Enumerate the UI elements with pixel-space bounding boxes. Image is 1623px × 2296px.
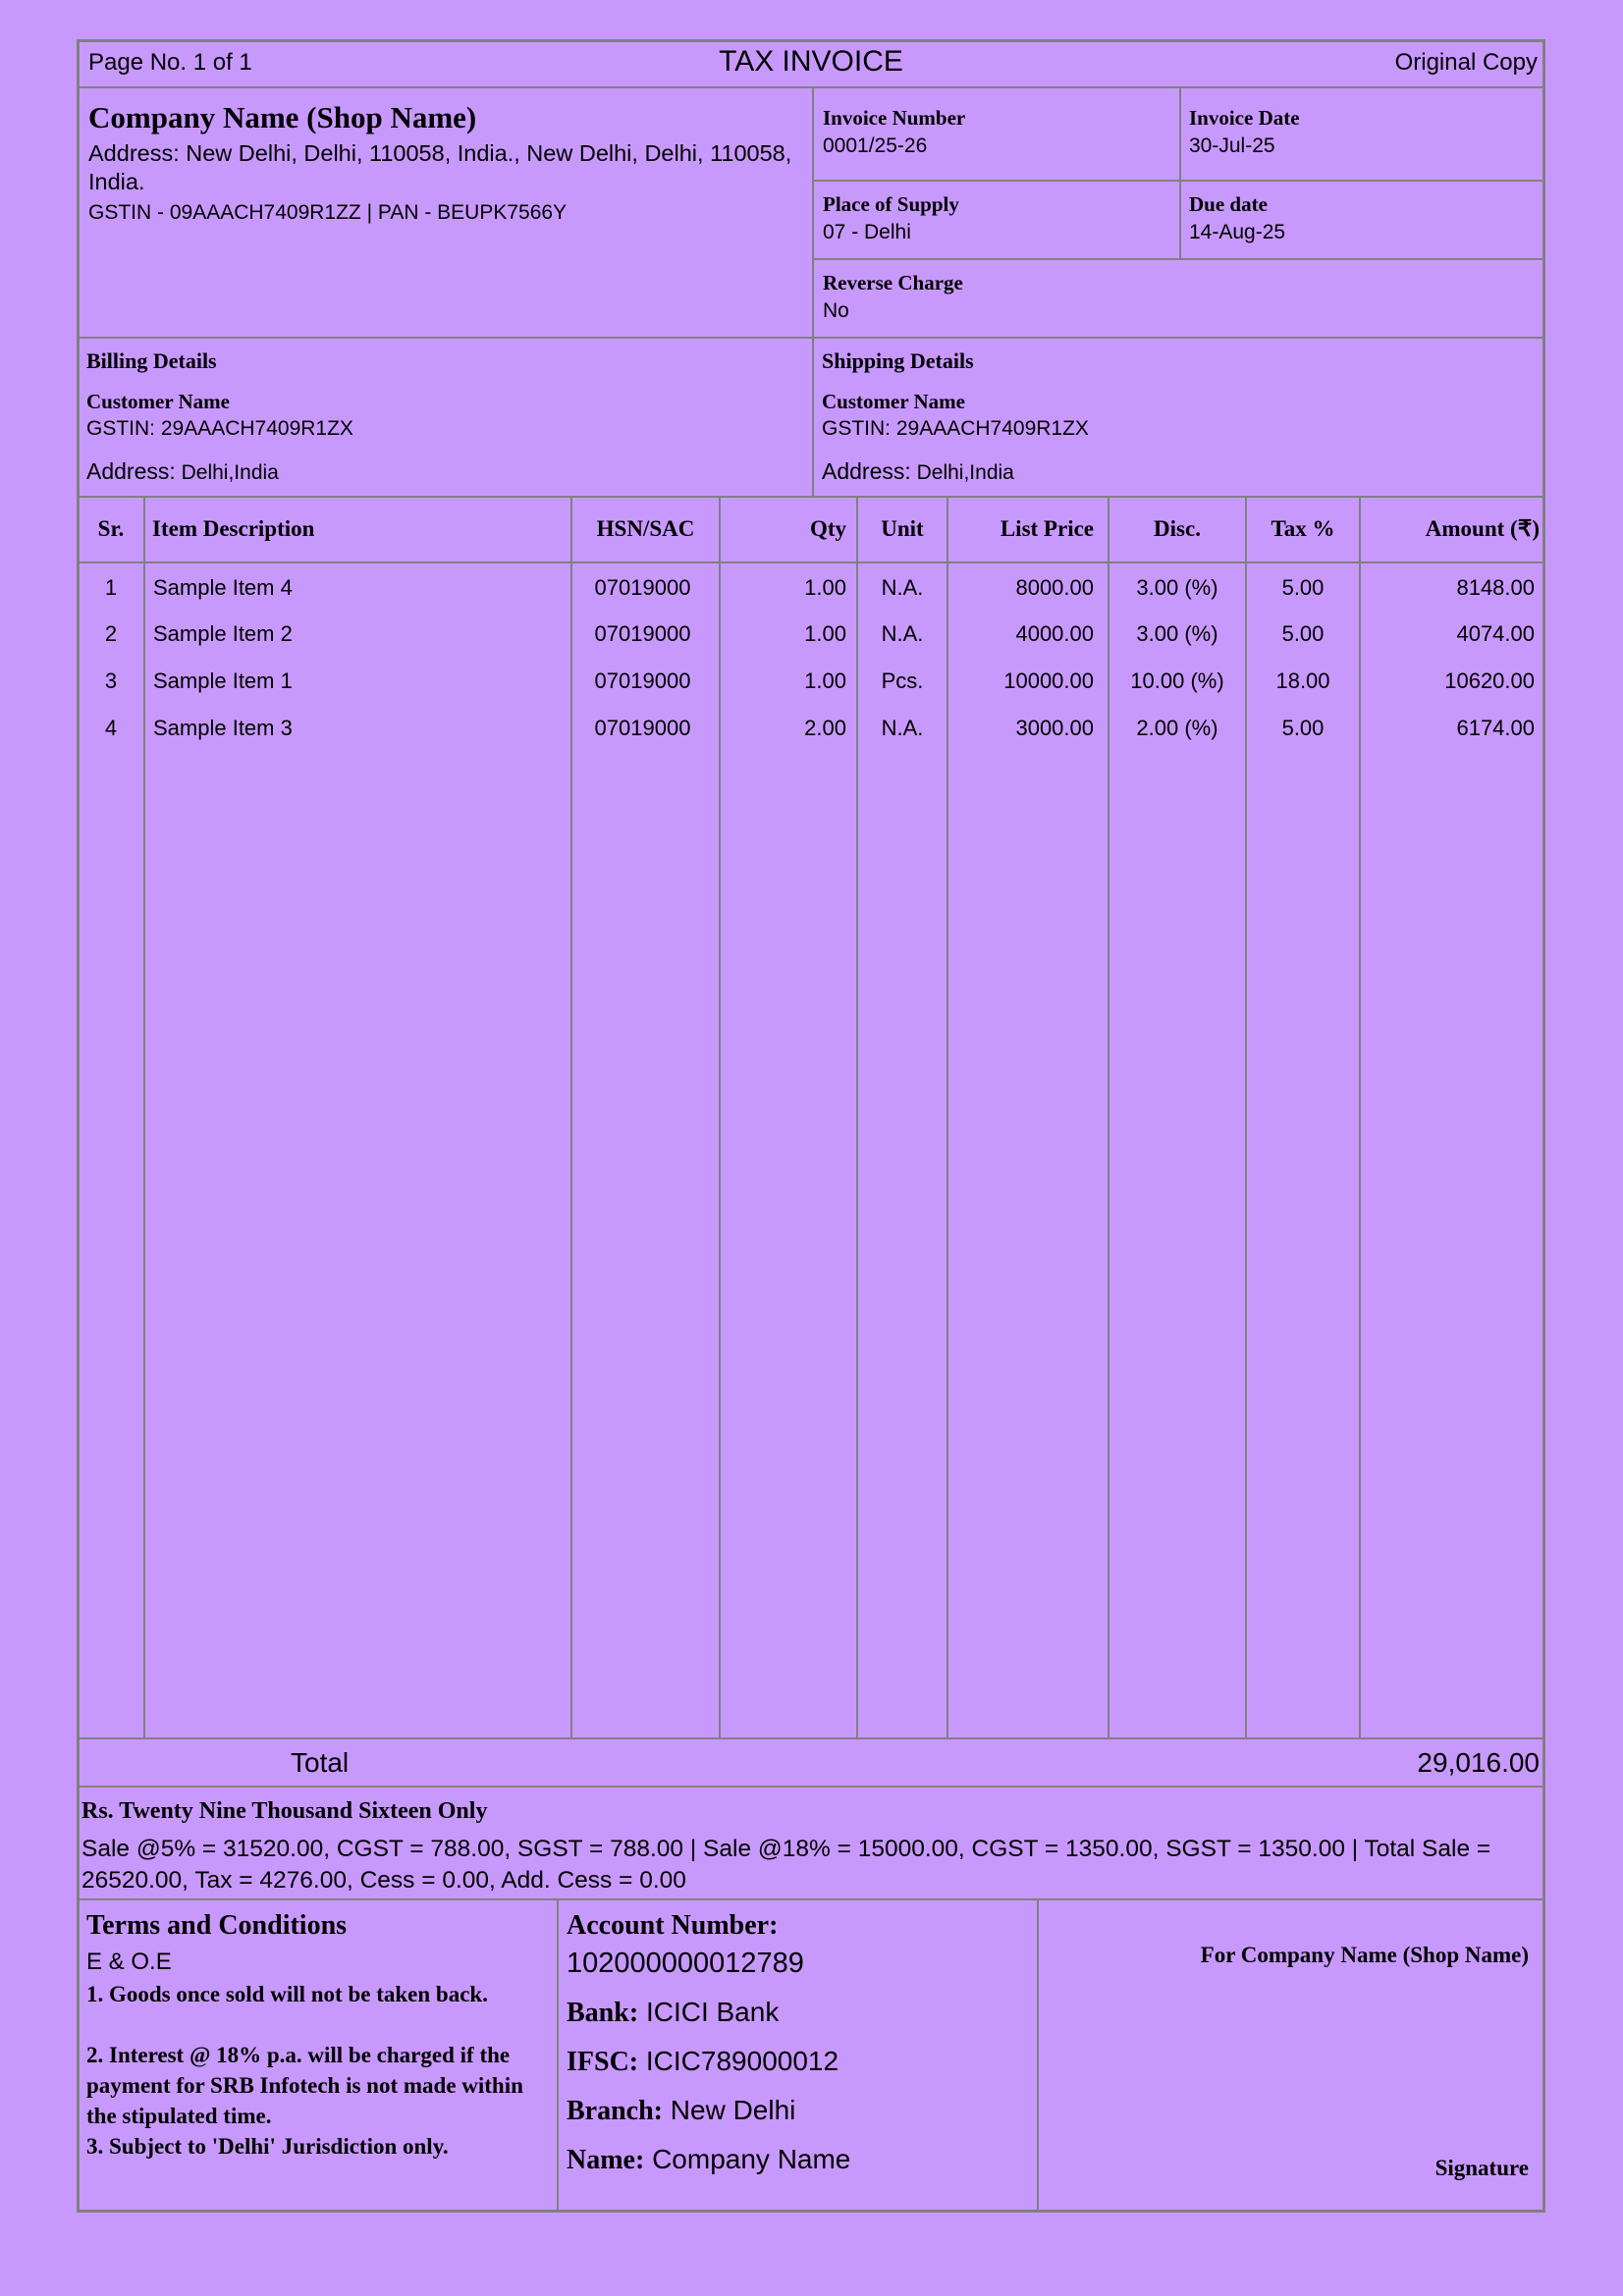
reverse-charge-label: Reverse Charge <box>823 271 963 294</box>
company-address: Address: New Delhi, Delhi, 110058, India., New Delhi, Delhi, 110058, India. <box>88 140 792 194</box>
divider <box>77 86 1545 88</box>
divider <box>77 1737 1545 1739</box>
col-header-list-price: List Price <box>1000 516 1094 541</box>
cell-sr: 4 <box>104 716 118 740</box>
total-label: Total <box>291 1747 350 1778</box>
account-number: 102000000012789 <box>567 1948 804 1979</box>
due-date-label: Due date <box>1189 192 1268 216</box>
terms-eoe: E & O.E <box>86 1949 172 1975</box>
cell-discount: 3.00 (%) <box>1136 621 1218 646</box>
ifsc-label: IFSC: <box>567 2047 639 2077</box>
place-of-supply: 07 - Delhi <box>823 221 911 243</box>
cell-discount: 10.00 (%) <box>1130 668 1224 693</box>
cell-hsn: 07019000 <box>594 575 691 600</box>
cell-tax: 18.00 <box>1275 668 1330 693</box>
shipping-gstin: GSTIN: 29AAACH7409R1ZX <box>822 417 1089 440</box>
cell-list-price: 3000.00 <box>1015 716 1094 740</box>
cell-tax: 5.00 <box>1281 716 1325 740</box>
cell-qty: 1.00 <box>804 621 846 646</box>
page-title: TAX INVOICE <box>719 45 903 78</box>
cell-discount: 2.00 (%) <box>1136 716 1218 740</box>
shipping-title: Shipping Details <box>822 348 974 373</box>
account-name: Company Name <box>652 2144 851 2174</box>
col-header-qty: Qty <box>809 516 846 541</box>
cell-amount: 6174.00 <box>1456 716 1535 740</box>
bank-label: Bank: <box>567 1998 639 2028</box>
cell-qty: 1.00 <box>804 575 846 600</box>
col-header-tax: Tax % <box>1271 516 1335 541</box>
cell-sr: 1 <box>104 575 118 600</box>
invoice-date-label: Invoice Date <box>1189 106 1300 130</box>
divider <box>77 1786 1545 1788</box>
billing-address <box>86 458 279 485</box>
signature-label: Signature <box>1434 2156 1529 2180</box>
company-gstin-pan: GSTIN - 09AAACH7409R1ZZ | PAN - BEUPK7566Y <box>88 201 568 224</box>
invoice-date: 30-Jul-25 <box>1189 134 1275 157</box>
cell-description: Sample Item 4 <box>153 575 293 600</box>
for-company: For Company Name (Shop Name) <box>1200 1943 1529 1967</box>
total-value: 29,016.00 <box>1417 1747 1540 1778</box>
cell-amount: 8148.00 <box>1456 575 1535 600</box>
cell-unit: N.A. <box>881 716 924 740</box>
account-name-line <box>567 2144 850 2176</box>
divider <box>1179 86 1181 258</box>
col-header-sr: Sr. <box>97 516 125 541</box>
divider <box>143 496 145 1737</box>
terms-item: 1. Goods once sold will not be taken back. <box>86 1982 488 2006</box>
cell-discount: 3.00 (%) <box>1136 575 1218 600</box>
cell-sr: 2 <box>104 621 118 646</box>
cell-qty: 2.00 <box>804 716 846 740</box>
cell-description: Sample Item 2 <box>153 621 293 646</box>
col-header-discount: Disc. <box>1154 516 1201 541</box>
reverse-charge: No <box>823 299 849 322</box>
shipping-address <box>822 458 1014 485</box>
billing-customer-name: Customer Name <box>86 390 230 413</box>
cell-description: Sample Item 1 <box>153 668 293 693</box>
cell-hsn: 07019000 <box>594 621 691 646</box>
account-name-label: Name: <box>567 2145 645 2175</box>
cell-hsn: 07019000 <box>594 668 691 693</box>
cell-sr: 3 <box>104 668 118 693</box>
cell-amount: 10620.00 <box>1444 668 1535 693</box>
divider <box>1037 1898 1039 2213</box>
cell-qty: 1.00 <box>804 668 846 693</box>
divider <box>77 561 1545 563</box>
due-date: 14-Aug-25 <box>1189 221 1286 243</box>
account-number-label: Account Number: <box>567 1910 779 1941</box>
company-name: Company Name (Shop Name) <box>88 100 477 134</box>
page-number: Page No. 1 of 1 <box>88 49 252 76</box>
col-header-hsn: HSN/SAC <box>596 516 695 541</box>
cell-list-price: 8000.00 <box>1015 575 1094 600</box>
col-header-unit: Unit <box>881 516 924 541</box>
amount-in-words: Rs. Twenty Nine Thousand Sixteen Only <box>81 1798 488 1824</box>
billing-address-label: Address: <box>86 458 176 484</box>
bank-line <box>567 1997 779 2029</box>
cell-amount: 4074.00 <box>1456 621 1535 646</box>
divider <box>77 1898 1545 1900</box>
tax-breakup: Sale @5% = 31520.00, CGST = 788.00, SGST = 788.00 | Sale @18% = 15000.00, CGST = 1350.00, SGST = 1350.00 | Total Sale = 26520.00, Tax = 4276.00, Cess = 0.00, Add. Cess = 0.00 <box>81 1836 1491 1894</box>
col-header-amount: Amount (₹) <box>1425 516 1540 541</box>
bank-name: ICICI Bank <box>645 1997 780 2027</box>
divider <box>557 1898 559 2213</box>
divider <box>77 337 1545 339</box>
billing-address-value: Delhi,India <box>181 461 279 484</box>
cell-unit: N.A. <box>881 575 924 600</box>
cell-list-price: 4000.00 <box>1015 621 1094 646</box>
cell-list-price: 10000.00 <box>1003 668 1094 693</box>
branch-line <box>567 2095 795 2127</box>
billing-gstin: GSTIN: 29AAACH7409R1ZX <box>86 417 353 440</box>
cell-tax: 5.00 <box>1281 621 1325 646</box>
billing-title: Billing Details <box>86 348 217 373</box>
cell-tax: 5.00 <box>1281 575 1325 600</box>
place-of-supply-label: Place of Supply <box>823 192 959 216</box>
terms-item: 2. Interest @ 18% p.a. will be charged if the payment for SRB Infotech is not made within the stipulated time. <box>86 2043 523 2128</box>
cell-description: Sample Item 3 <box>153 716 293 740</box>
branch-label: Branch: <box>567 2096 663 2126</box>
terms-title: Terms and Conditions <box>86 1910 348 1941</box>
invoice-number: 0001/25-26 <box>823 134 928 157</box>
cell-unit: Pcs. <box>881 668 924 693</box>
ifsc-line <box>567 2046 839 2078</box>
invoice-number-label: Invoice Number <box>823 106 966 130</box>
divider <box>813 258 1545 260</box>
shipping-customer-name: Customer Name <box>822 390 965 413</box>
branch-name: New Delhi <box>670 2095 796 2125</box>
shipping-address-value: Delhi,India <box>916 461 1014 484</box>
copy-type: Original Copy <box>1394 49 1538 76</box>
ifsc-code: ICIC789000012 <box>645 2046 839 2076</box>
shipping-address-label: Address: <box>822 458 911 484</box>
divider <box>77 496 1545 498</box>
cell-hsn: 07019000 <box>594 716 691 740</box>
col-header-description: Item Description <box>152 516 315 541</box>
divider <box>812 86 814 496</box>
terms-item: 3. Subject to 'Delhi' Jurisdiction only. <box>86 2134 449 2159</box>
cell-unit: N.A. <box>881 621 924 646</box>
